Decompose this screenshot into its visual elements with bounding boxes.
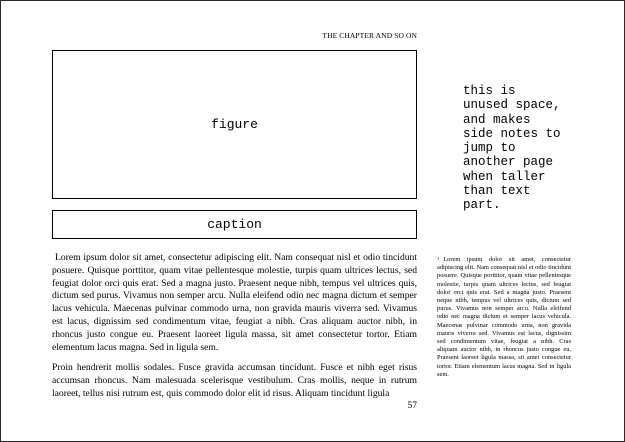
figure-placeholder [52,50,417,199]
body-text [52,252,417,401]
running-header: THE CHAPTER AND SO ON [322,31,417,40]
footnote [437,256,571,379]
page-number: 57 [407,401,417,411]
body-paragraph-1: Lorem ipsum dolor sit amet, consectetur adipiscing elit. Nam consequat nisl et odio tincidunt posuere. Quisque porttitor, quam vitae pellentesque molestie, turpis quam ultrices lectus, sed feugiat dolor orci quis erat. Sed a magna justo. Praesent neque nibh, tempus vel ultrices quis, dictum sed purus. Vivamus non semper arcu. Nulla eleifend odio nec magna dictum et semper lacus vehicula. Maecenas pulvinar commodo urna, non gravida mauris viverra sed. Vivamus est lacus, dignissim sed condimentum vitae, feugiat a nibh. Cras aliquam auctor nibh, in rhoncus justo congue eu. Praesent laoreet ligula massa, sit amet consectetur tortor. Etiam elementum lacus magna. Sed in ligula sem. [52,252,417,353]
body-text-area [52,252,418,399]
footnote-text: Lorem ipsum dolor sit amet, consectetur adipiscing elit. Nam consequat nisl et odio tincidunt posuere. Quisque porttitor, quam vitae pellentesque molestie, turpis quam ultrices lectus, sed feugiat dolor orci quis erat. Sed a magna justo. Praesent neque nibh, tempus vel ultrices quis, dictum sed purus. Vivamus non semper arcu. Nulla eleifend odio nec magna dictum et semper lacus vehicula. Maecenas pulvinar commodo urna, non gravida mauris viverra sed. Vivamus est lacus, dignissim sed condimentum vitae, feugiat a nibh. Cras aliquam auctor nibh, in rhoncus justo congue eu. Praesent laoreet ligula massa, sit amet consectetur tortor. Etiam elementum lacus magna. Sed in ligula sem. [437,256,571,378]
figure-label: figure [211,117,258,132]
footnote-marker: 1 [437,256,440,261]
caption-placeholder [52,210,417,239]
body-paragraph-2: Proin hendrerit mollis sodales. Fusce gravida accumsan tincidunt. Fusce et nibh eget risus accumsan rhoncus. Nam malesuada scelerisque vestibulum. Cras mollis, neque in rutrum laoreet, tellus nisi rutrum est, quis commodo dolor elit id risus. Aliquam tincidunt ligula [52,362,417,399]
side-note: this is unused space, and makes side notes to jump to another page when taller than text part. [463,84,561,213]
caption-label: caption [207,217,262,232]
